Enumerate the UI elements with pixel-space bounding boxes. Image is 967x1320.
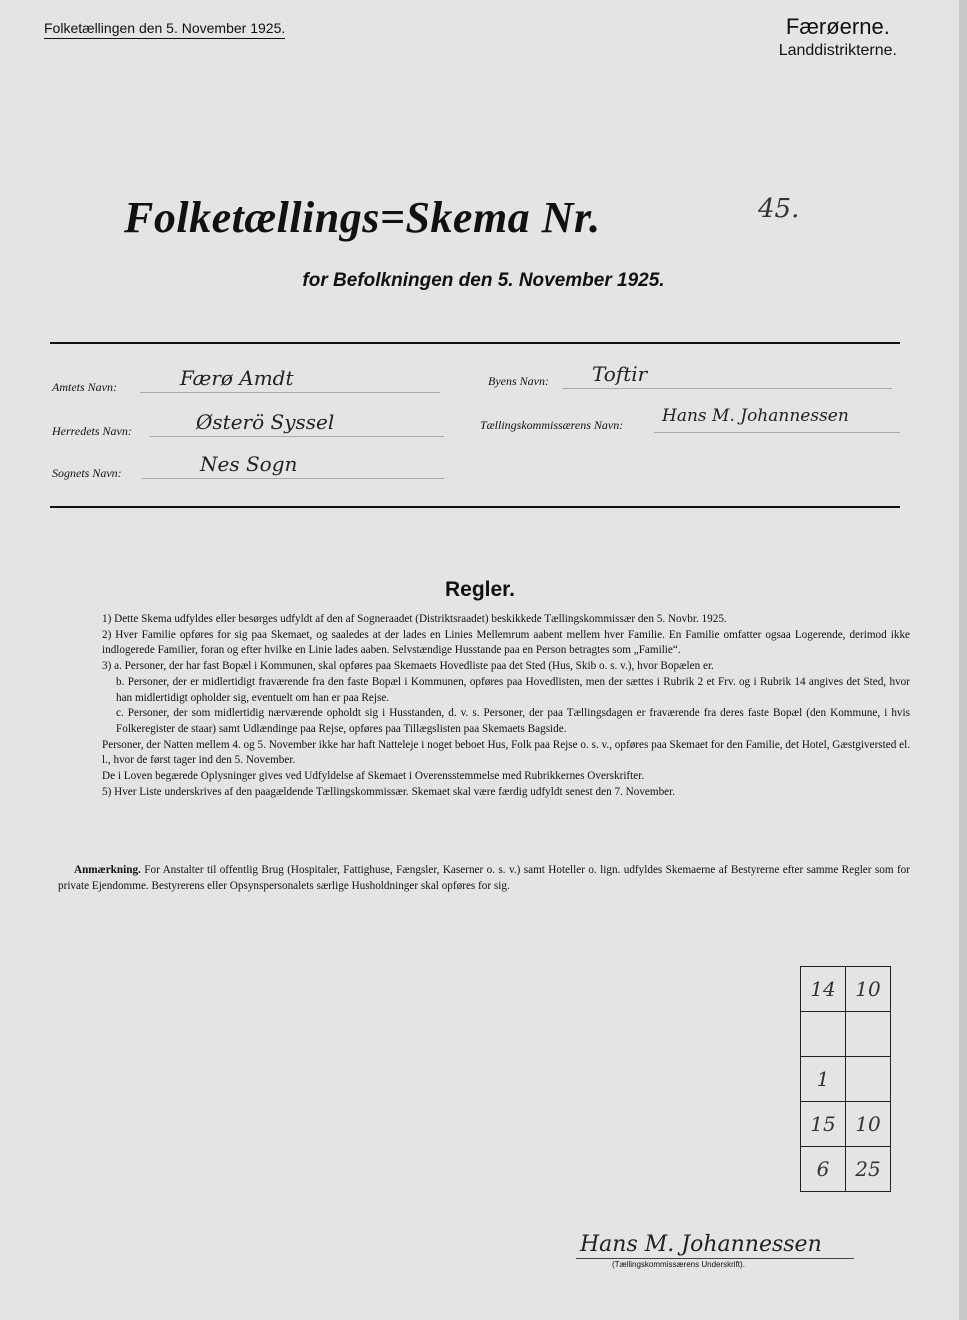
by-value: Toftir	[592, 362, 648, 386]
rule-5: 5) Hver Liste underskrives af den paagældende Tællingskommissær. Skemaet skal være færdig udfyldt senest den 7. November.	[102, 785, 676, 798]
amt-value: Færø Amdt	[180, 366, 294, 390]
tally-cell: 1	[801, 1057, 846, 1102]
herred-label: Herredets Navn:	[52, 424, 132, 438]
tally-cell: 14	[801, 967, 846, 1012]
signature-caption: (Tællingskommissærens Underskrift).	[612, 1260, 745, 1269]
sogn-line	[142, 478, 444, 479]
top-divider	[50, 342, 900, 344]
rules-heading: Regler.	[444, 578, 516, 601]
tally-cell: 6	[801, 1147, 846, 1192]
herred-line	[150, 436, 444, 437]
kommissaer-label: Tællingskommissærens Navn:	[480, 418, 624, 432]
tally-cell: 25	[846, 1147, 891, 1192]
sogn-label: Sognets Navn:	[52, 466, 122, 480]
tally-cell	[846, 1012, 891, 1057]
bottom-divider	[50, 506, 900, 508]
rule-3c: c. Personer, der som midlertidig nærværende opholdt sig i Husstanden, d. v. s. Personer, der paa Tællingsdagen er fraværende fra deres faste Bopæl (den Kommune, i hvis Folkeregister de staar) samt Udlændinge paa Rejse, opføres paa Tillægslisten paa Skemaets Bagside.	[116, 707, 910, 735]
tally-cell: 15	[801, 1102, 846, 1147]
rule-3d: Personer, der Natten mellem 4. og 5. November ikke har haft Natteleje i noget beboet Hus, Folk paa Rejse o. s. v., opføres paa Skemaet for den Familie, det Hotel, Gæstgiversted el. l., hvor de først tager ind den 5. November.	[102, 738, 910, 767]
form-number: 45.	[758, 194, 800, 224]
rule-1: 1) Dette Skema udfyldes eller besørges udfyldt af den af Sogneraadet (Distriktsraadet) beskikkede Tællingskommissær den 5. Novbr. 1925.	[102, 613, 727, 625]
by-label: Byens Navn:	[488, 374, 549, 388]
rule-2: 2) Hver Familie opføres for sig paa Skemaet, og saaledes at der lades en Linies Mellemrum aabent mellem hver Familie. En Familie omfatter ogsaa Logerende, derimod ikke indlogerede Familier, foran og efter hvilke en Linie lades aaben. Selvstændige Husstande paa en Person betragtes som „Familie“.	[102, 628, 910, 657]
amt-label: Amtets Navn:	[52, 380, 117, 394]
tally-cell: 10	[846, 967, 891, 1012]
rules-section	[52, 612, 910, 800]
kommissaer-value: Hans M. Johannessen	[662, 406, 849, 426]
tally-cell: 10	[846, 1102, 891, 1147]
form-title: Folketællings=Skema Nr.	[124, 193, 601, 242]
tally-cell	[846, 1057, 891, 1102]
rule-4: De i Loven begærede Oplysninger gives ved Udfyldelse af Skemaet i Overensstemmelse med Rubrikkernes Overskrifter.	[102, 770, 645, 783]
rule-3b: b. Personer, der er midlertidigt fraværende fra den faste Bopæl i Kommunen, opføres paa Hovedlisten, men der sættes i Rubrik 2 et Frv. og i Rubrik 14 angives det Sted, hvor han midlertidigt opholder sig, eventuelt om han er paa Rejse.	[116, 675, 910, 704]
page-edge	[959, 0, 967, 1320]
amt-line	[140, 392, 440, 393]
sogn-value: Nes Sogn	[200, 452, 298, 476]
by-line	[562, 388, 892, 389]
note-label: Anmærkning.	[74, 864, 141, 876]
tally-box	[800, 966, 891, 1192]
kommissaer-line	[654, 432, 900, 433]
region-name: Færøerne.	[785, 14, 890, 39]
district-name: Landdistrikterne.	[778, 42, 897, 59]
commissioner-signature: Hans M. Johannessen	[580, 1232, 822, 1257]
census-date-label: Folketællingen den 5. November 1925.	[44, 20, 285, 39]
note-section	[58, 862, 910, 894]
form-subtitle: for Befolkningen den 5. November 1925.	[302, 270, 665, 291]
region-header	[779, 14, 897, 60]
note-text: For Anstalter til offentlig Brug (Hospitaler, Fattighuse, Fængsler, Kaserner o. s. v.) samt Hoteller o. lign. udfyldes Skemaerne af Bestyrerne efter samme Regler som for private Ejendomme. Bestyrerens eller Opsynspersonalets særlige Husholdninger skal opføres for sig.	[58, 864, 910, 892]
tally-cell	[801, 1012, 846, 1057]
signature-line	[576, 1258, 854, 1259]
herred-value: Østerö Syssel	[196, 410, 335, 434]
rule-3a: 3) a. Personer, der har fast Bopæl i Kommunen, skal opføres paa Skemaets Hovedliste paa det Sted (Hus, Skib o. s. v.), hvor Bopælen er.	[102, 660, 714, 673]
